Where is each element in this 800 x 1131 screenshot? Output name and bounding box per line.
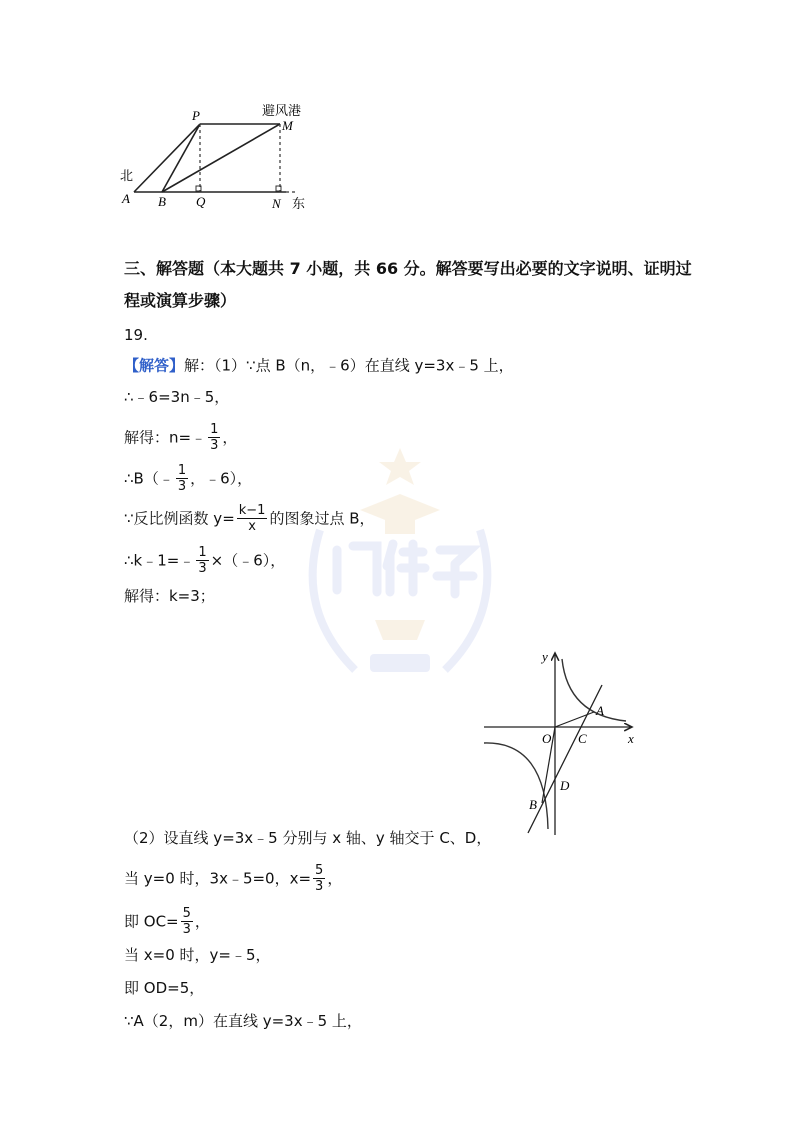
part2-line-1: （2）设直线 y=3x﹣5 分别与 x 轴、y 轴交于 C、D， [124, 829, 492, 847]
coordinate-graph [480, 645, 640, 840]
label-a: A [122, 191, 130, 206]
solution-line-2: ∴﹣6=3n﹣5， [124, 388, 230, 406]
label-d: D [560, 778, 570, 793]
solution-line-6: ∴k﹣1=﹣ $\frac{1}{3}$ ×（﹣6）， [124, 545, 286, 576]
label-c: C [578, 731, 587, 746]
label-b: B [158, 194, 166, 209]
part2-line-2: 当 y=0 时，3x﹣5=0，x= $\frac{5}{3}$ ， [124, 863, 343, 894]
label-o: O [542, 731, 552, 746]
label-north: 北 [120, 169, 134, 184]
fraction-one-third: $\frac{1}{3}$ [198, 545, 207, 576]
label-p: P [192, 108, 200, 123]
label-east: 东 [292, 197, 306, 212]
label-n: N [272, 196, 281, 211]
hyperbola-branch-2 [484, 743, 548, 829]
solution-line-7: 解得：k=3； [124, 587, 215, 605]
segment-oa [555, 712, 594, 727]
harbor-figure [110, 100, 320, 215]
solution-line-4: ∴B（﹣ $\frac{1}{3}$ ，﹣6）， [124, 463, 253, 494]
question-number: 19. [124, 326, 148, 344]
label-q: Q [196, 194, 206, 209]
part2-line-6: ∵A（2，m）在直线 y=3x﹣5 上， [124, 1012, 362, 1030]
solution-bracket: 【解答】 [124, 356, 185, 375]
label-y: y [542, 649, 548, 664]
hyperbola-branch-1 [562, 659, 626, 721]
solution-line-5: ∵反比例函数 y= $\frac{k-1}{x}$ 的图象过点 B， [124, 503, 375, 534]
fraction-k-minus-1-over-x: $\frac{k-1}{x}$ [238, 503, 266, 534]
fraction-five-thirds: $\frac{5}{3}$ [182, 906, 191, 937]
solution-line-3: 解得：n=﹣ $\frac{1}{3}$ ， [124, 422, 238, 453]
label-x: x [628, 731, 634, 746]
part2-line-3: 即 OC= $\frac{5}{3}$ ， [124, 906, 210, 937]
fraction-one-third: $\frac{1}{3}$ [210, 422, 219, 453]
label-harbor: 避风港 [262, 104, 302, 119]
fraction-one-third: $\frac{1}{3}$ [177, 463, 187, 494]
section-heading-line-2: 程或演算步骤） [124, 291, 237, 310]
part2-line-4: 当 x=0 时，y=﹣5， [124, 946, 271, 964]
part2-line-5: 即 OD=5， [124, 979, 205, 997]
label-a: A [596, 703, 604, 718]
label-m: M [282, 118, 293, 133]
segment-bm [162, 124, 280, 192]
line-y-3x-5 [528, 685, 602, 833]
section-heading-line-1: 三、解答题（本大题共 7 小题，共 66 分。解答要写出必要的文字说明、证明过 [124, 259, 692, 278]
label-b: B [529, 797, 537, 812]
solution-line-1: 【解答】解：（1）∵点 B（n，﹣6）在直线 y=3x﹣5 上， [124, 356, 514, 375]
fraction-five-thirds: $\frac{5}{3}$ [315, 863, 324, 894]
